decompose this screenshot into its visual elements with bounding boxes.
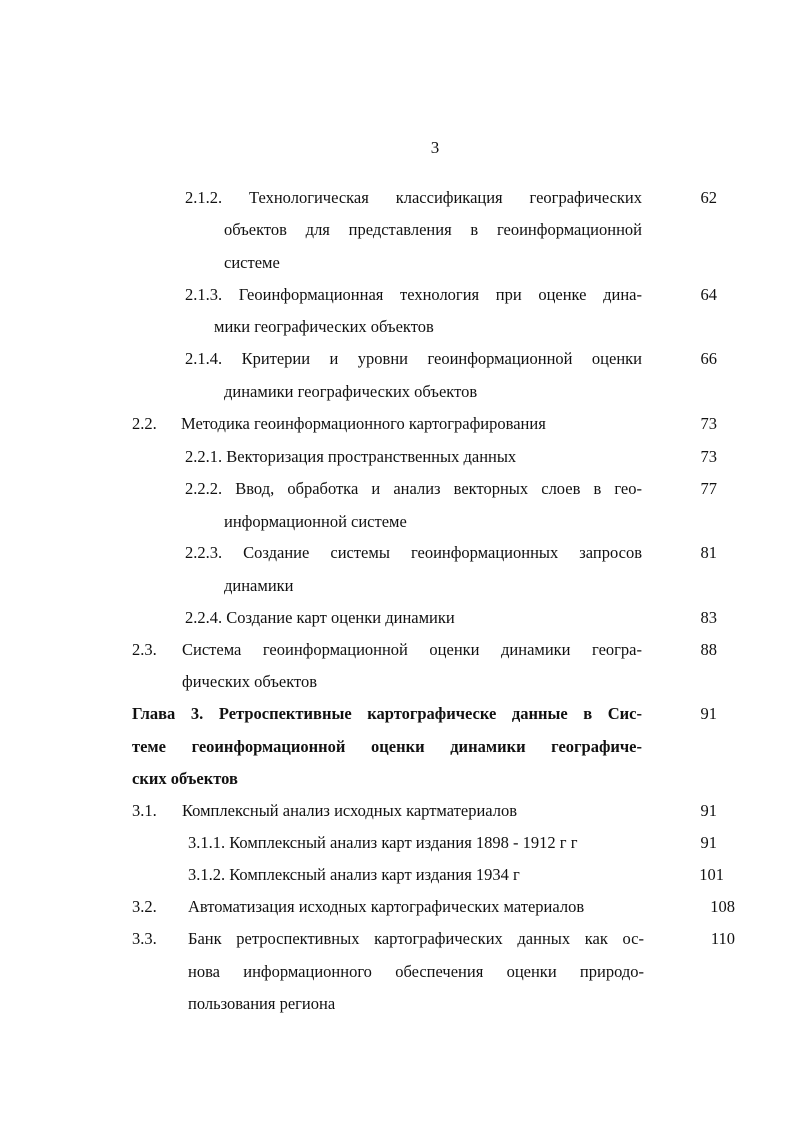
toc-page-number: 110: [710, 929, 735, 948]
toc-entry: [185, 603, 745, 633]
toc-entry-text: Методика геоинформационного картографирования: [181, 414, 546, 433]
toc-entry: [185, 442, 745, 472]
toc-page-number: 91: [700, 801, 717, 820]
toc-entry-text: динамики географических объектов: [224, 382, 478, 401]
toc-entry: [188, 860, 745, 890]
toc-entry: [188, 828, 745, 858]
toc-entry: [185, 183, 745, 213]
toc-entry-text: нова информационного обеспечения оценки природо-: [188, 962, 644, 981]
toc-chapter-title: теме геоинформационной оценки динамики географиче-: [132, 737, 642, 756]
toc-page-number: 62: [700, 188, 717, 207]
toc-entry-continuation: [214, 312, 634, 342]
toc-section-number: 2.3.: [132, 640, 157, 659]
toc-entry-text: 2.1.4. Критерии и уровни геоинформационной оценки: [185, 349, 642, 368]
toc-entry-text: 2.2.3. Создание системы геоинформационных запросов: [185, 543, 642, 562]
toc-page-number: 88: [700, 640, 717, 659]
toc-entry-text: пользования региона: [188, 994, 336, 1013]
toc-entry: [132, 635, 745, 665]
toc-page-number: 77: [700, 479, 717, 498]
toc-entry: [185, 280, 745, 310]
toc-entry-text: фических объектов: [182, 672, 318, 691]
toc-entry-text: 2.2.4. Создание карт оценки динамики: [185, 608, 455, 627]
toc-entry-text: Комплексный анализ исходных картматериалов: [182, 801, 518, 820]
toc-entry-text: 3.1.1. Комплексный анализ карт издания 1898 - 1912 г г: [188, 833, 578, 852]
toc-chapter-entry: [132, 699, 745, 729]
toc-entry-text: 2.1.3. Геоинформационная технология при оценке дина-: [185, 285, 642, 304]
toc-page-number: 64: [700, 285, 717, 304]
toc-entry-text: информационной системе: [224, 512, 407, 531]
toc-entry-text: динамики: [224, 576, 294, 595]
page-number: 3: [430, 138, 440, 157]
toc-entry-text: объектов для представления в геоинформационной: [224, 220, 642, 239]
toc-entry: [132, 924, 745, 954]
toc-entry-continuation: [182, 667, 642, 697]
toc-entry-text: 3.1.2. Комплексный анализ карт издания 1934 г: [188, 865, 520, 884]
toc-entry-text: 2.2.2. Ввод, обработка и анализ векторных слоев в гео-: [185, 479, 642, 498]
toc-entry: [132, 892, 745, 922]
toc-entry: [132, 409, 745, 439]
toc-entry: [185, 474, 745, 504]
toc-entry-text: 2.1.2. Технологическая классификация географических: [185, 188, 642, 207]
toc-entry-continuation: [224, 571, 644, 601]
toc-entry-continuation: [132, 732, 642, 762]
toc-section-number: 3.1.: [132, 801, 157, 820]
toc-page-number: 91: [700, 833, 717, 852]
toc-entry-text: мики географических объектов: [214, 317, 434, 336]
toc-section-number: 3.2.: [132, 897, 157, 916]
toc-entry-continuation: [188, 957, 644, 987]
toc-entry-continuation: [132, 764, 642, 794]
toc-entry: [132, 796, 745, 826]
toc-page-number: 81: [700, 543, 717, 562]
toc-entry-text: Банк ретроспективных картографических данных как ос-: [188, 929, 644, 948]
toc-page-number: 101: [699, 865, 724, 884]
toc-entry: [185, 538, 745, 568]
toc-entry-continuation: [224, 507, 644, 537]
toc-entry-continuation: [224, 377, 644, 407]
toc-chapter-title: Глава 3. Ретроспективные картографическе данные в Сис-: [132, 704, 642, 723]
toc-page-number: 73: [700, 414, 717, 433]
toc-entry-text: Система геоинформационной оценки динамики геогра-: [182, 640, 642, 659]
toc-entry-continuation: [188, 989, 644, 1019]
toc-entry-text: системе: [224, 253, 280, 272]
toc-entry-text: Автоматизация исходных картографических материалов: [188, 897, 585, 916]
toc-section-number: 2.2.: [132, 414, 157, 433]
toc-page-number: 66: [700, 349, 717, 368]
toc-entry: [185, 344, 745, 374]
toc-entry-continuation: [224, 215, 644, 245]
toc-entry-continuation: [224, 248, 644, 278]
toc-section-number: 3.3.: [132, 929, 157, 948]
toc-entry-text: 2.2.1. Векторизация пространственных данных: [185, 447, 517, 466]
toc-page-number: 91: [700, 704, 717, 723]
toc-page-number: 83: [700, 608, 717, 627]
toc-page-number: 108: [710, 897, 735, 916]
toc-page-number: 73: [700, 447, 717, 466]
toc-chapter-title: ских объектов: [132, 769, 238, 788]
